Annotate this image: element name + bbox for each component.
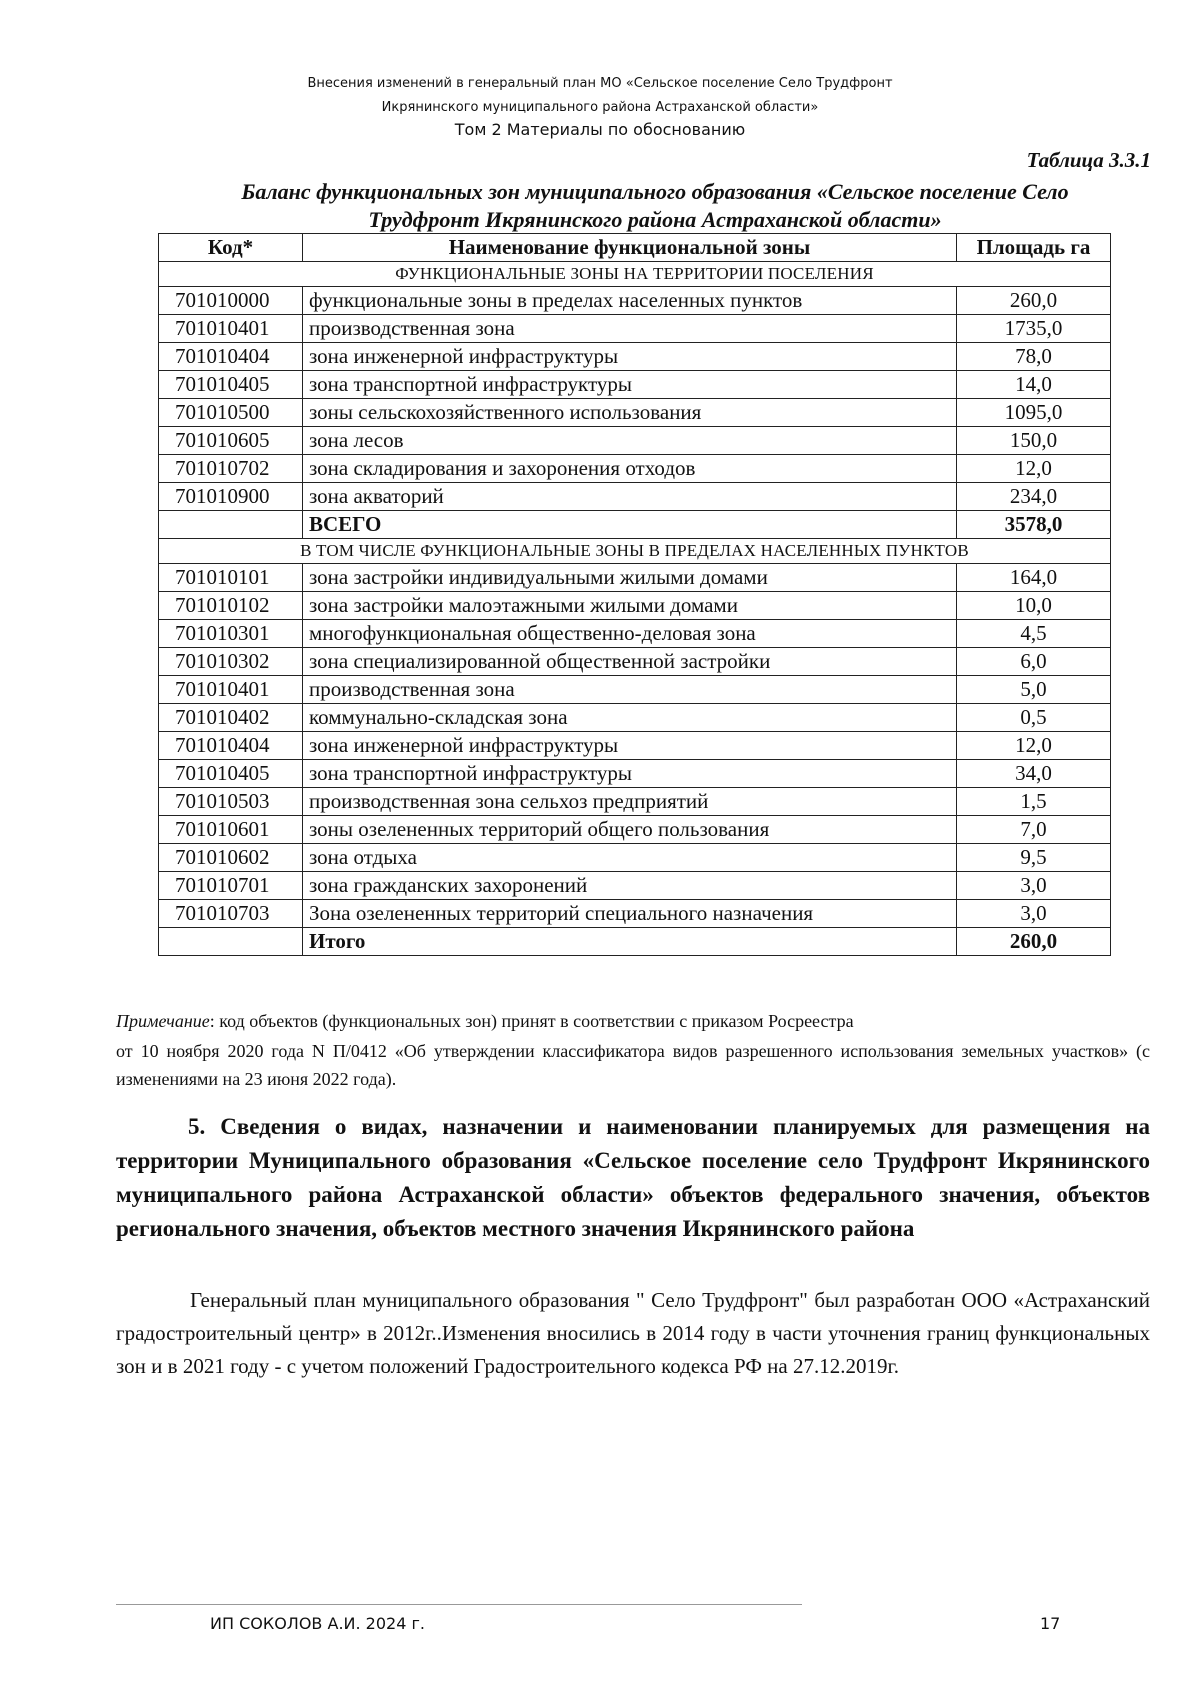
section-row — [159, 262, 1111, 287]
zone-code: 701010404 — [159, 343, 303, 371]
section-heading-text: 5. Сведения о видах, назначении и наименовании планируемых для размещения на территории Муниципального образования «Сельское поселение село Трудфронт Икрянинского муниципального района Астраханской области» объектов федерального значения, объектов регионального значения, объектов местного значения Икрянинского района — [116, 1114, 1150, 1241]
zone-area: 1,5 — [957, 788, 1111, 816]
table-row — [159, 371, 1111, 399]
section-title: ФУНКЦИОНАЛЬНЫЕ ЗОНЫ НА ТЕРРИТОРИИ ПОСЕЛЕНИЯ — [159, 262, 1111, 287]
zone-area: 12,0 — [957, 732, 1111, 760]
zone-name: зоны сельскохозяйственного использования — [303, 399, 957, 427]
table-row — [159, 648, 1111, 676]
table-row — [159, 592, 1111, 620]
total-row — [159, 928, 1111, 956]
table-header-row — [159, 234, 1111, 262]
table-row — [159, 760, 1111, 788]
zone-name: зона лесов — [303, 427, 957, 455]
table-row — [159, 676, 1111, 704]
zone-name: коммунально-складская зона — [303, 704, 957, 732]
zone-name: производственная зона — [303, 676, 957, 704]
table-row — [159, 287, 1111, 315]
note-line2: от 10 ноября 2020 года N П/0412 «Об утверждении классификатора видов разрешенного использования земельных участков» (с изменениями на 23 июня 2022 года). — [116, 1041, 1150, 1089]
table-row — [159, 844, 1111, 872]
zone-balance-table — [158, 233, 1111, 956]
zone-area: 34,0 — [957, 760, 1111, 788]
zone-code: 701010401 — [159, 676, 303, 704]
table-title — [160, 178, 1150, 234]
table-row — [159, 343, 1111, 371]
zone-name: зона инженерной инфраструктуры — [303, 343, 957, 371]
running-header-line1: Внесения изменений в генеральный план МО «Сельское поселение Село Трудфронт — [307, 76, 893, 91]
zone-code: 701010900 — [159, 483, 303, 511]
table-row — [159, 816, 1111, 844]
column-header-area: Площадь га — [957, 234, 1111, 262]
zone-code: 701010602 — [159, 844, 303, 872]
total-code-empty — [159, 928, 303, 956]
zone-code: 701010101 — [159, 564, 303, 592]
page-number: 17 — [1040, 1614, 1061, 1633]
zone-name: зона транспортной инфраструктуры — [303, 760, 957, 788]
section-heading — [116, 1110, 1150, 1246]
zone-name: зоны озелененных территорий общего пользования — [303, 816, 957, 844]
table-row — [159, 788, 1111, 816]
zone-name: зона складирования и захоронения отходов — [303, 455, 957, 483]
zone-area: 3,0 — [957, 900, 1111, 928]
column-header-name: Наименование функциональной зоны — [303, 234, 957, 262]
zone-area: 164,0 — [957, 564, 1111, 592]
zone-area: 10,0 — [957, 592, 1111, 620]
zone-name: зона инженерной инфраструктуры — [303, 732, 957, 760]
zone-name: Зона озелененных территорий специального назначения — [303, 900, 957, 928]
total-label: Итого — [303, 928, 957, 956]
zone-code: 701010702 — [159, 455, 303, 483]
zone-code: 701010605 — [159, 427, 303, 455]
table-row — [159, 564, 1111, 592]
zone-code: 701010503 — [159, 788, 303, 816]
footer-author: ИП СОКОЛОВ А.И. 2024 г. — [210, 1614, 425, 1633]
zone-area: 12,0 — [957, 455, 1111, 483]
table-row — [159, 399, 1111, 427]
body-paragraph: Генеральный план муниципального образования " Село Трудфронт" был разработан ООО «Астраханский градостроительный центр» в 2012г..Изменения вносились в 2014 году в части уточнения границ функциональных зон и в 2021 году - с учетом положений Градостроительного кодекса РФ на 27.12.2019г. — [116, 1288, 1150, 1378]
zone-code: 701010701 — [159, 872, 303, 900]
zone-area: 4,5 — [957, 620, 1111, 648]
zone-name: функциональные зоны в пределах населенных пунктов — [303, 287, 957, 315]
zone-code: 701010000 — [159, 287, 303, 315]
zone-name: зона специализированной общественной застройки — [303, 648, 957, 676]
zone-area: 9,5 — [957, 844, 1111, 872]
zone-code: 701010405 — [159, 760, 303, 788]
zone-area: 1735,0 — [957, 315, 1111, 343]
zone-code: 701010405 — [159, 371, 303, 399]
total-row — [159, 511, 1111, 539]
zone-code: 701010302 — [159, 648, 303, 676]
total-label: ВСЕГО — [303, 511, 957, 539]
zone-name: зона акваторий — [303, 483, 957, 511]
zone-area: 1095,0 — [957, 399, 1111, 427]
column-header-code: Код* — [159, 234, 303, 262]
zone-name: производственная зона — [303, 315, 957, 343]
zone-area: 14,0 — [957, 371, 1111, 399]
zone-area: 3,0 — [957, 872, 1111, 900]
zone-code: 701010301 — [159, 620, 303, 648]
table-title-line2: Трудфронт Икрянинского района Астраханской области» — [368, 207, 942, 232]
running-header-volume: Том 2 Материалы по обоснованию — [454, 120, 746, 139]
running-header-line2: Икрянинского муниципального района Астраханской области» — [381, 100, 819, 115]
total-area: 260,0 — [957, 928, 1111, 956]
table-title-line1: Баланс функциональных зон муниципального образования «Сельское поселение Село — [241, 179, 1069, 204]
zone-name: зона транспортной инфраструктуры — [303, 371, 957, 399]
zone-name: многофункциональная общественно-деловая зона — [303, 620, 957, 648]
table-row — [159, 732, 1111, 760]
zone-code: 701010102 — [159, 592, 303, 620]
zone-area: 5,0 — [957, 676, 1111, 704]
total-code-empty — [159, 511, 303, 539]
zone-name: зона застройки малоэтажными жилыми домами — [303, 592, 957, 620]
table-row — [159, 315, 1111, 343]
zone-area: 6,0 — [957, 648, 1111, 676]
zone-code: 701010404 — [159, 732, 303, 760]
zone-name: производственная зона сельхоз предприятий — [303, 788, 957, 816]
table-row — [159, 427, 1111, 455]
zone-area: 7,0 — [957, 816, 1111, 844]
zone-name: зона гражданских захоронений — [303, 872, 957, 900]
zone-area: 234,0 — [957, 483, 1111, 511]
table-row — [159, 620, 1111, 648]
zone-code: 701010500 — [159, 399, 303, 427]
note-label: Примечание — [116, 1011, 210, 1031]
table-row — [159, 900, 1111, 928]
table-number: Таблица 3.3.1 — [1026, 148, 1151, 172]
zone-name: зона застройки индивидуальными жилыми домами — [303, 564, 957, 592]
table-row — [159, 483, 1111, 511]
zone-area: 78,0 — [957, 343, 1111, 371]
zone-code: 701010703 — [159, 900, 303, 928]
total-area: 3578,0 — [957, 511, 1111, 539]
zone-code: 701010402 — [159, 704, 303, 732]
zone-area: 260,0 — [957, 287, 1111, 315]
note-line1 — [116, 1007, 1150, 1035]
zone-code: 701010601 — [159, 816, 303, 844]
zone-area: 150,0 — [957, 427, 1111, 455]
table-row — [159, 455, 1111, 483]
section-title: В ТОМ ЧИСЛЕ ФУНКЦИОНАЛЬНЫЕ ЗОНЫ В ПРЕДЕЛАХ НАСЕЛЕННЫХ ПУНКТОВ — [159, 539, 1111, 564]
zone-code: 701010401 — [159, 315, 303, 343]
zone-area: 0,5 — [957, 704, 1111, 732]
section-row — [159, 539, 1111, 564]
table-row — [159, 872, 1111, 900]
zone-name: зона отдыха — [303, 844, 957, 872]
note-text: : код объектов (функциональных зон) принят в соответствии с приказом Росреестра — [209, 1011, 854, 1031]
footer-divider — [116, 1604, 802, 1605]
table-row — [159, 704, 1111, 732]
